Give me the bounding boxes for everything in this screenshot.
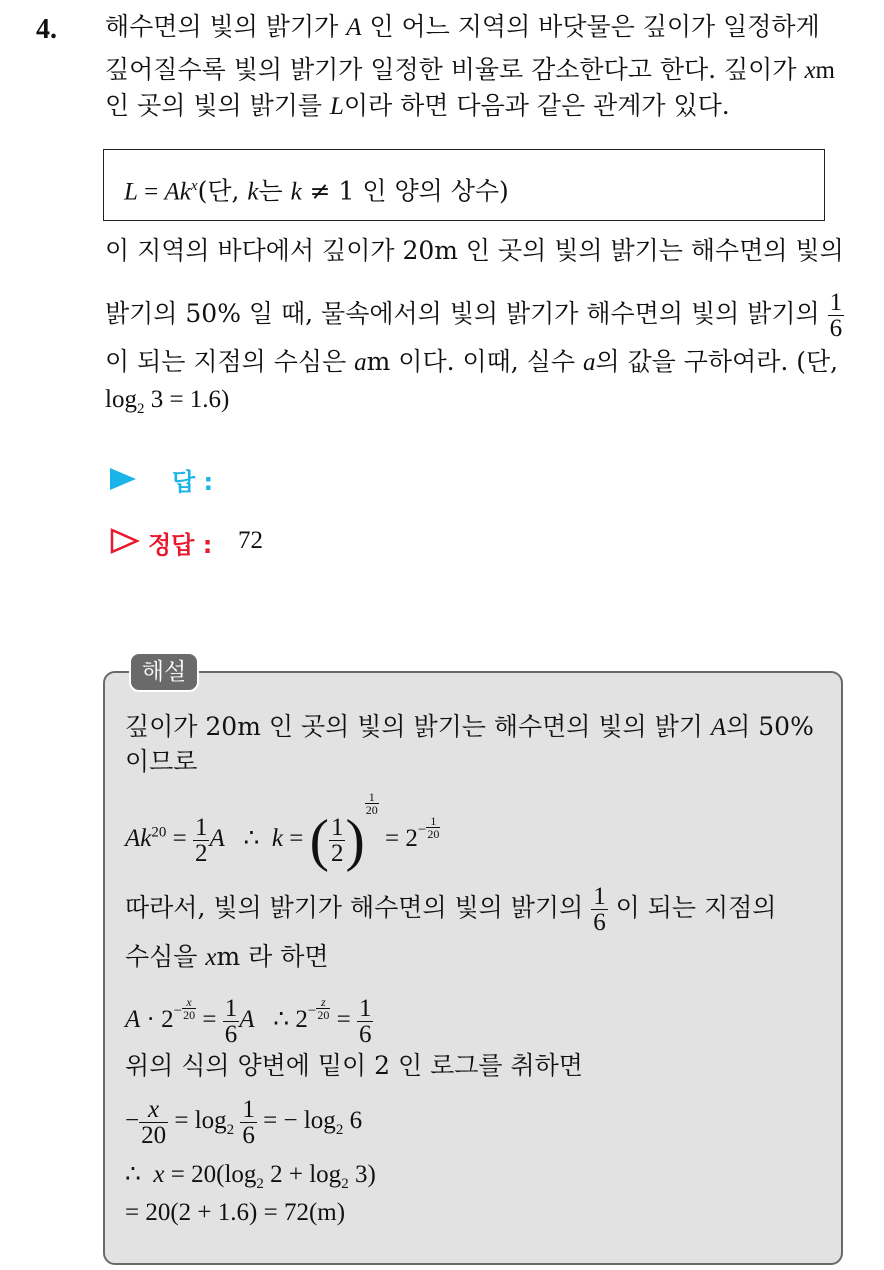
text: 깊어질수록 빛의 밝기가 일정한 비율로 감소한다고 한다. 깊이가: [105, 55, 805, 84]
explanation-equation-3: [125, 1096, 362, 1155]
explanation-equation-2: [125, 986, 373, 1047]
var-a-upper: A: [710, 714, 727, 741]
exponent-fraction: [316, 996, 330, 1021]
var-a: a: [354, 349, 367, 376]
fraction-one-sixth: [828, 290, 845, 341]
text: 인 곳의 빛의 밝기를: [105, 91, 330, 120]
equals: =: [283, 825, 310, 852]
text: = 20(log: [164, 1161, 257, 1188]
numerator: 1: [358, 994, 372, 1022]
numerator: x: [182, 996, 196, 1009]
numerator: 1: [194, 813, 208, 841]
numerator: 1: [224, 994, 238, 1022]
text: 따라서, 빛의 밝기가 해수면의 빛의 밝기의: [125, 893, 592, 922]
numerator: 1: [593, 883, 606, 910]
explanation-line-4: [125, 884, 776, 935]
exponent-fraction: [426, 815, 440, 840]
minus: −: [125, 1107, 140, 1134]
minus: −: [307, 1003, 317, 1019]
question-line-1: [105, 10, 820, 45]
text: 해수면의 빛의 밝기가: [105, 12, 347, 41]
therefore: ∴: [125, 1161, 154, 1188]
text: 인 어느 지역의 바닷물은 깊이가 일정하게: [369, 12, 820, 41]
denominator: 6: [224, 1020, 238, 1048]
numerator: 1: [330, 813, 344, 841]
numerator: 1: [426, 815, 440, 828]
numerator: x: [139, 1097, 168, 1123]
explanation-line-1: [125, 710, 814, 745]
text: 수심을: [125, 942, 206, 971]
fraction: [329, 815, 346, 866]
text: m 라 하면: [216, 942, 329, 971]
text: A: [209, 825, 225, 852]
text: = − log: [256, 1107, 336, 1134]
question-line-2: [105, 53, 835, 88]
equals: =: [196, 1006, 223, 1033]
paren: (: [309, 807, 329, 873]
text: 이 되는 지점의: [607, 893, 777, 922]
formula-exponent: x: [190, 178, 198, 194]
var-k: k: [290, 178, 302, 206]
fraction: [139, 1097, 168, 1148]
answer-arrow-icon: [110, 468, 136, 490]
numerator: 1: [829, 289, 843, 316]
text: 밝기의 50% 일 때, 물속에서의 빛의 밝기가 해수면의 빛의 밝기의: [105, 299, 828, 328]
var-x: x: [205, 944, 217, 971]
text: 2 + log: [263, 1161, 342, 1188]
minus: −: [173, 1003, 183, 1019]
denominator: 20: [141, 1121, 167, 1149]
numerator: 1: [242, 1095, 255, 1123]
exponent-fraction: [365, 791, 379, 816]
fraction: [357, 996, 374, 1047]
text: m 이다. 이때, 실수: [366, 347, 583, 376]
exponent-fraction: [182, 996, 196, 1021]
paren: ): [345, 807, 365, 873]
denominator: 6: [829, 315, 843, 342]
explanation-equation-5: = 20(2 + 1.6) = 72(m): [125, 1199, 346, 1226]
denominator: 2: [194, 839, 208, 867]
denominator: 6: [358, 1020, 372, 1048]
minus: −: [417, 822, 427, 838]
question-number: 4.: [36, 14, 57, 45]
problem-line-6: [105, 345, 838, 380]
text: ≠ 1 인 양의 상수): [301, 176, 509, 206]
denominator: 20: [427, 827, 440, 841]
text: = 2: [378, 825, 418, 852]
therefore: ∴ 2: [254, 1006, 308, 1033]
explanation-equation-1: [125, 790, 440, 880]
log-base: 2: [256, 1176, 264, 1192]
text: 는: [258, 176, 291, 206]
log-base: 2: [335, 1122, 344, 1138]
problem-line-7: [105, 383, 229, 426]
problem-line-5: [105, 290, 844, 341]
text: 의 값을 구하여라. (단,: [595, 347, 839, 376]
explanation-tab: 해설: [129, 652, 199, 692]
fraction: [223, 996, 240, 1047]
denominator: 6: [593, 909, 606, 936]
equals: =: [166, 825, 193, 852]
fraction: [240, 1097, 257, 1148]
text: 3 = 1.6): [144, 386, 230, 413]
var-k: k: [271, 825, 284, 852]
text: (단,: [197, 176, 248, 206]
text: 깊이가 20m 인 곳의 빛의 밝기는 해수면의 빛의 밝기: [125, 712, 711, 741]
text: 의 50%: [726, 712, 814, 741]
fraction: [591, 884, 608, 935]
text: Ak: [125, 825, 152, 852]
var-x: x: [153, 1161, 165, 1188]
explanation-line-2: 이므로: [125, 747, 198, 776]
log-base: 2: [341, 1176, 349, 1192]
var-a-upper: A: [346, 14, 362, 41]
text: · 2: [140, 1006, 174, 1033]
text: 6: [343, 1107, 363, 1134]
denominator: 6: [242, 1121, 255, 1149]
text: A: [125, 1006, 141, 1033]
problem-line-4: 이 지역의 바다에서 깊이가 20m 인 곳의 빛의 밝기는 해수면의 빛의: [105, 236, 844, 265]
explanation-line-5: [125, 940, 329, 975]
correct-answer-value: 72: [238, 527, 263, 554]
log-base: 2: [136, 401, 145, 417]
correct-arrow-icon: [110, 528, 140, 558]
formula-box: [103, 149, 825, 221]
text: 이라 하면 다음과 같은 관계가 있다.: [343, 91, 730, 120]
var-x: x: [804, 57, 816, 84]
numerator: 1: [365, 791, 379, 804]
var-l: L: [330, 93, 344, 120]
formula-base: Ak: [164, 178, 191, 206]
denominator: 20: [365, 803, 378, 817]
explanation-line-7: 위의 식의 양변에 밑이 2 인 로그를 취하면: [125, 1051, 583, 1080]
var-k: k: [247, 178, 259, 206]
formula: [124, 169, 509, 209]
text: 3): [348, 1161, 376, 1188]
exponent: 20: [151, 824, 167, 841]
answer-label: 답 :: [172, 468, 214, 496]
correct-answer-label: 정답 :: [148, 531, 213, 559]
text: 이 되는 지점의 수심은: [105, 347, 355, 376]
equals: =: [137, 178, 165, 206]
equals: =: [330, 1006, 357, 1033]
unit-m: m: [815, 57, 835, 84]
log-base: 2: [226, 1122, 235, 1138]
numerator: z: [316, 996, 330, 1009]
formula-lhs: L: [124, 178, 138, 206]
text: = log: [168, 1107, 227, 1134]
question-line-3: [105, 89, 730, 124]
fraction: [193, 815, 210, 866]
denominator: 20: [183, 1008, 196, 1022]
text: log: [105, 386, 137, 413]
text: A: [239, 1006, 255, 1033]
var-a: a: [582, 349, 596, 376]
explanation-equation-4: [125, 1158, 376, 1201]
denominator: 2: [330, 839, 344, 867]
denominator: 20: [317, 1008, 330, 1022]
therefore: ∴: [224, 825, 272, 852]
